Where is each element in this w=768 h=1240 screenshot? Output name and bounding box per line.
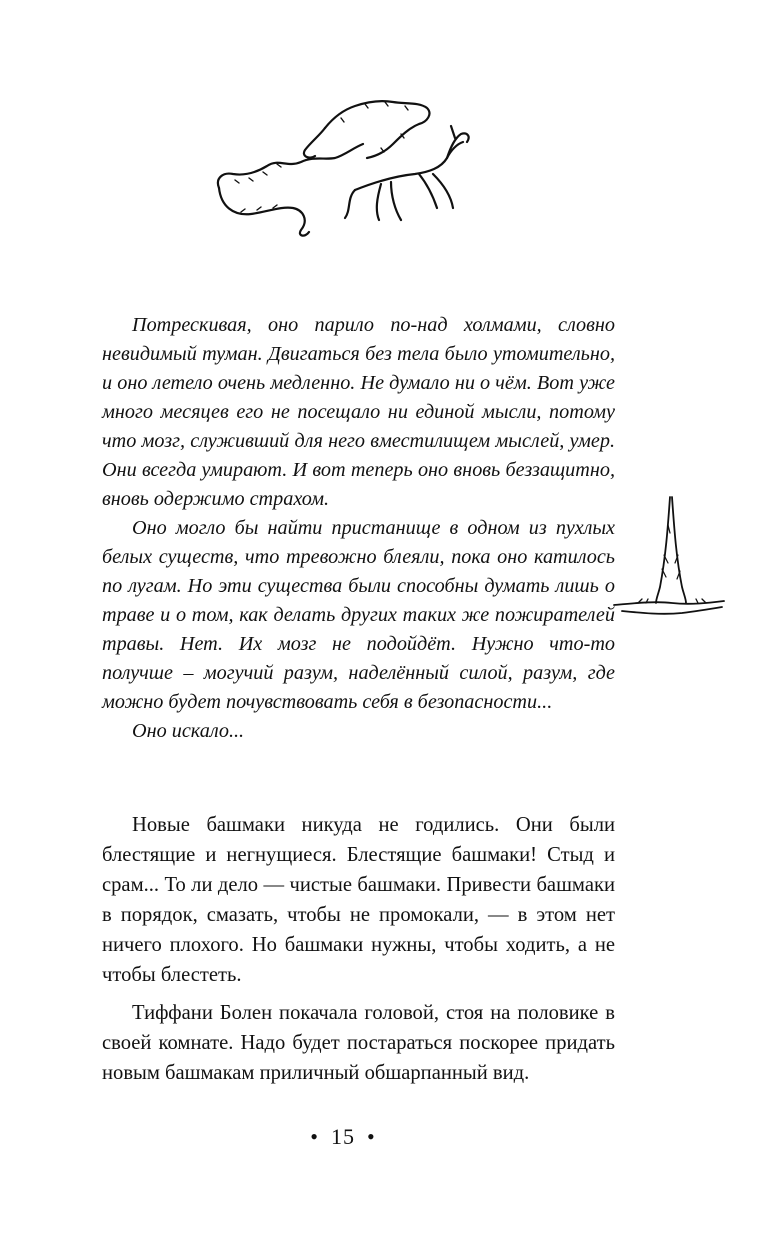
chalk-texture: [235, 102, 408, 212]
italic-paragraph-1: Потрескивая, оно парило по-над холмами, словно невидимый туман. Двигаться без тела было утомительно, и оно летело очень медленно. Не думало ни о чём. Вот уже много месяцев его не посещало ни единой мысли, потому что мозг, служивший для него вместилищем мыслей, умер. Они всегда умирают. И вот теперь оно вновь беззащитно, вновь одержимо страхом.: [102, 314, 615, 510]
horse-neck: [304, 128, 325, 158]
horse-tail: [345, 190, 355, 218]
italic-paragraph-3: Оно искало...: [132, 720, 245, 742]
horse-legs: [377, 174, 453, 220]
chalk-horse-illustration: [205, 88, 475, 248]
main-paragraph-1: Новые башмаки никуда не годились. Они были блестящие и негнущиеся. Блестящие башмаки! Стыд и срам... То ли дело — чистые башмаки. Привести башмаки в порядок, смазать, чтобы не промокали, — в этом нет ничего плохого. Но башмаки нужны, чтобы ходить, а не чтобы блестеть.: [102, 814, 615, 986]
ground-line: [614, 601, 724, 614]
folio-bullet-right: •: [367, 1124, 376, 1149]
horse-back: [325, 101, 429, 158]
horse-body-line: [355, 142, 463, 190]
horn-spire: [656, 497, 686, 603]
main-paragraph-2: Тиффани Болен покачала головой, стоя на половике в своей комнате. Надо будет постараться поскорее придать новым башмакам приличный обшарпанный вид.: [102, 1002, 615, 1084]
horn-sketch-illustration: [612, 495, 727, 635]
page-number-value: 15: [331, 1124, 355, 1149]
folio-bullet-left: •: [310, 1124, 319, 1149]
page-number: [0, 1124, 686, 1150]
italic-prologue: [102, 311, 615, 746]
horse-outline-lower: [219, 188, 309, 236]
horse-outline-left: [218, 144, 363, 188]
main-text: [102, 810, 615, 1096]
italic-paragraph-2: Оно могло бы найти пристанище в одном из пухлых белых существ, что тревожно блеяли, пока оно катилось по лугам. Но эти существа были способны думать лишь о траве и о том, как делать других таких же пожирателей травы. Нет. Их мозг не подойдёт. Нужно что-то получше – могучий разум, наделённый силой, разум, где можно будет почувствовать себя в безопасности...: [102, 517, 615, 713]
